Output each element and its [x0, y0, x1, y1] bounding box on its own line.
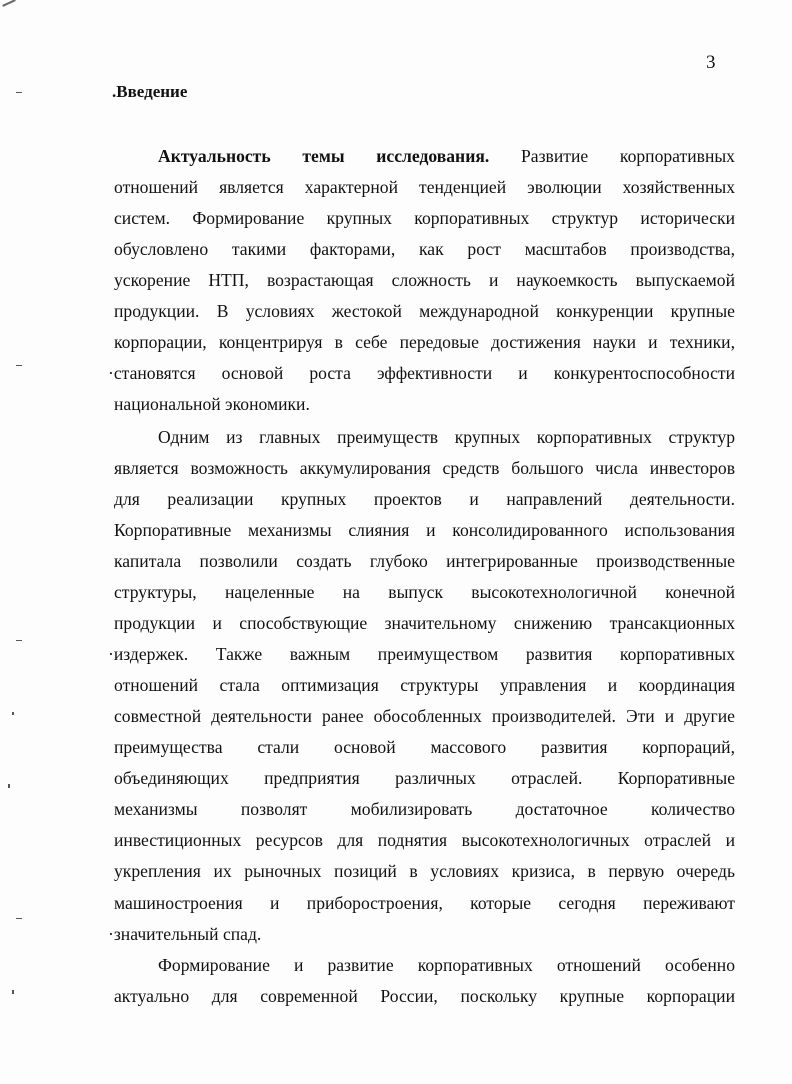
scan-corner-mark [2, 0, 16, 7]
text-line: актуально для современной России, поскольку крупные корпорации [114, 986, 735, 1006]
text-line: ·становятся основой роста эффективности и конкурентоспособности [108, 363, 735, 383]
margin-mark [16, 640, 22, 641]
text-line: укрепления их рыночных позиций в условиях кризиса, в первую очередь [114, 861, 735, 881]
text-line: инвестиционных ресурсов для поднятия высокотехнологичных отраслей и [114, 830, 735, 850]
text-line: структуры, нацеленные на выпуск высокотехнологичной конечной [114, 582, 735, 602]
text-line: капитала позволили создать глубоко интегрированные производственные [114, 551, 735, 571]
margin-mark [16, 918, 22, 919]
text-line: машиностроения и приборостроения, которые сегодня переживают [114, 893, 735, 913]
text-line: продукции. В условиях жестокой международной конкуренции крупные [114, 301, 735, 321]
margin-mark [16, 365, 22, 366]
text-line: отношений стала оптимизация структуры управления и координация [114, 675, 735, 695]
lead-phrase: Актуальность темы исследования. [158, 146, 490, 166]
text-line: ·значительный спад. [108, 924, 262, 944]
text-line: национальной экономики. [114, 394, 310, 414]
text-line: ускорение НТП, возрастающая сложность и наукоемкость выпускаемой [114, 270, 735, 290]
text-line: преимущества стали основой массового развития корпораций, [114, 737, 735, 757]
text-line: механизмы позволят мобилизировать достаточное количество [114, 799, 735, 819]
text-line: является возможность аккумулирования средств большого числа инвесторов [114, 458, 735, 478]
text-line: Формирование и развитие корпоративных отношений особенно [158, 955, 735, 975]
text-line: отношений является характерной тенденцией эволюции хозяйственных [114, 177, 735, 197]
text-line: ·издержек. Также важным преимуществом развития корпоративных [108, 644, 735, 664]
text-line: для реализации крупных проектов и направлений деятельности. [114, 489, 735, 509]
text-line: корпорации, концентрируя в себе передовые достижения науки и техники, [114, 332, 735, 352]
text-line: систем. Формирование крупных корпоративных структур исторически [114, 208, 735, 228]
page-number: 3 [706, 52, 716, 73]
text-line: продукции и способствующие значительному снижению трансакционных [114, 613, 735, 633]
text-line: Актуальность темы исследования. Развитие корпоративных [158, 146, 735, 166]
text-line: совместной деятельности ранее обособленных производителей. Эти и другие [114, 706, 735, 726]
text-line: обусловлено такими факторами, как рост масштабов производства, [114, 239, 735, 259]
text-line: Корпоративные механизмы слияния и консолидированного использования [114, 520, 735, 540]
text-line: Одним из главных преимуществ крупных корпоративных структур [158, 427, 735, 447]
margin-mark [12, 990, 14, 994]
margin-mark [16, 92, 22, 93]
margin-mark [8, 784, 10, 788]
section-heading: .Введение [112, 82, 188, 101]
text-line: объединяющих предприятия различных отраслей. Корпоративные [114, 768, 735, 788]
margin-mark [12, 712, 14, 715]
